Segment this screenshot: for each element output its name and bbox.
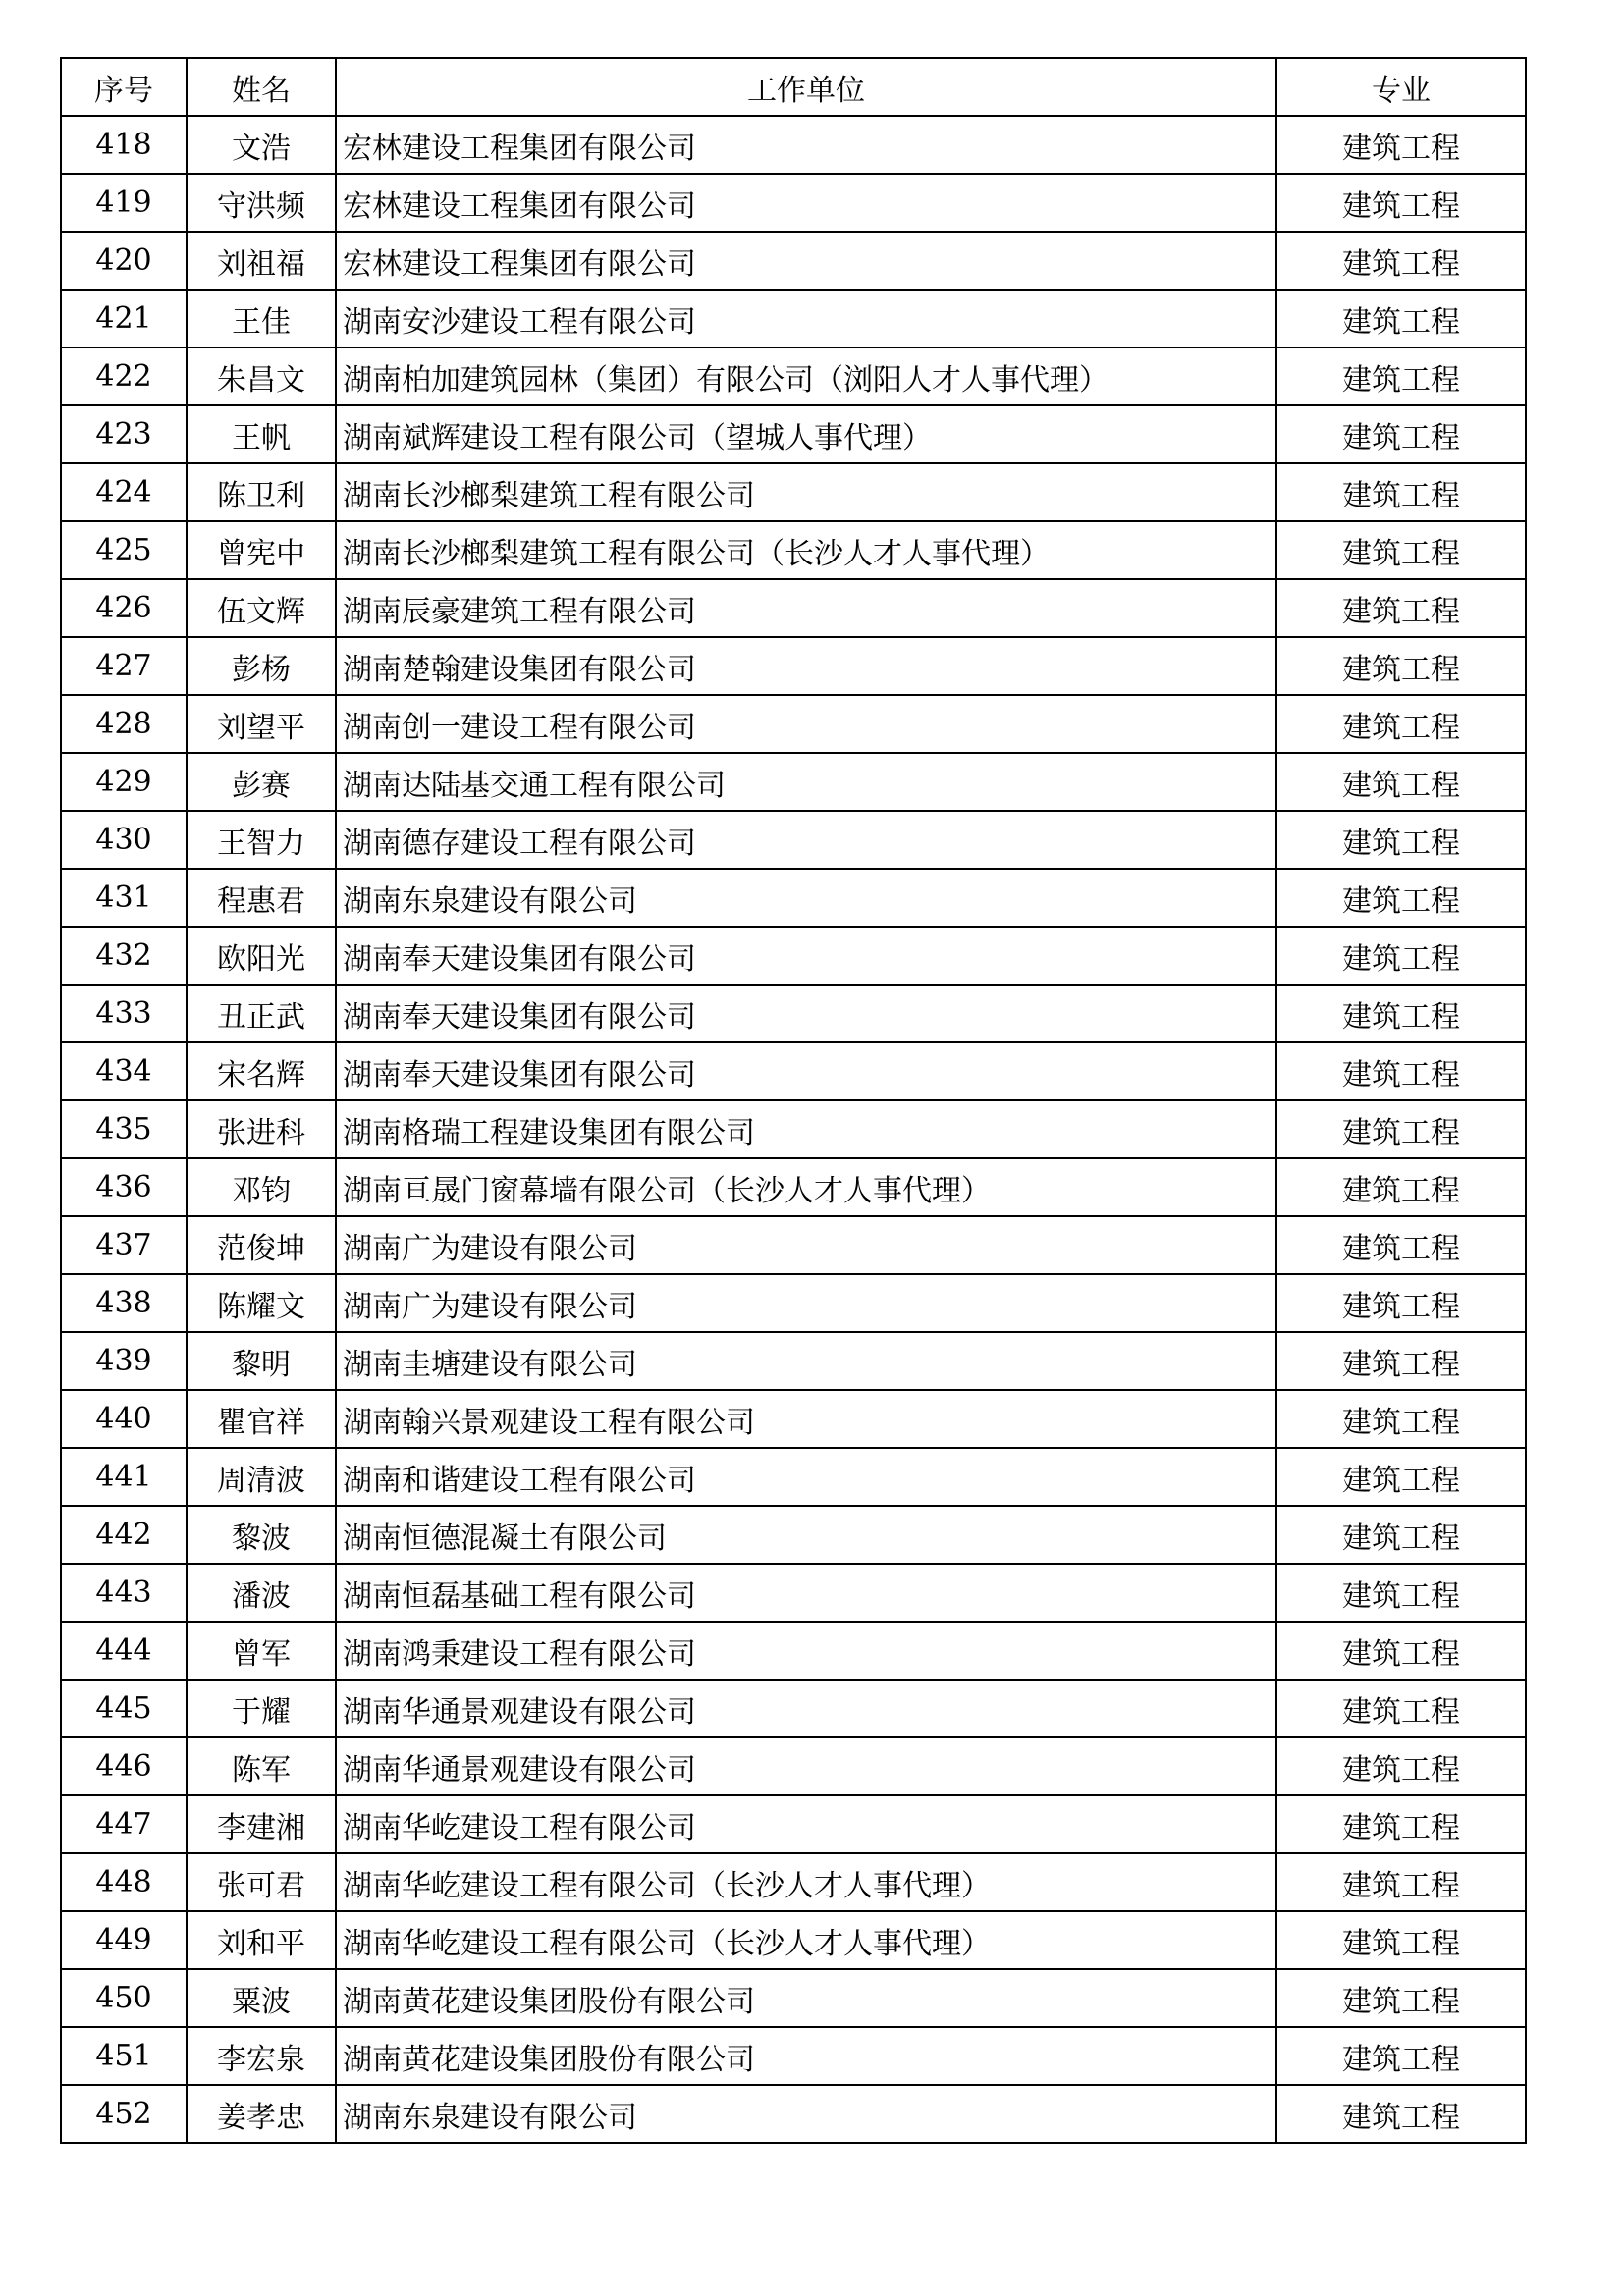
cell-major: 建筑工程 <box>1276 1216 1526 1274</box>
cell-major: 建筑工程 <box>1276 1969 1526 2027</box>
cell-major: 建筑工程 <box>1276 1506 1526 1564</box>
cell-serial-number: 434 <box>61 1042 187 1100</box>
cell-name: 欧阳光 <box>187 927 336 985</box>
table-row <box>61 1216 1526 1274</box>
cell-work-unit: 湖南达陆基交通工程有限公司 <box>336 753 1276 811</box>
cell-major: 建筑工程 <box>1276 637 1526 695</box>
cell-work-unit: 宏林建设工程集团有限公司 <box>336 174 1276 232</box>
table-row <box>61 1158 1526 1216</box>
cell-serial-number: 426 <box>61 579 187 637</box>
cell-serial-number: 430 <box>61 811 187 869</box>
table-body <box>61 116 1526 2143</box>
cell-serial-number: 441 <box>61 1448 187 1506</box>
cell-major: 建筑工程 <box>1276 985 1526 1042</box>
cell-major: 建筑工程 <box>1276 290 1526 347</box>
cell-work-unit: 湖南斌辉建设工程有限公司（望城人事代理） <box>336 405 1276 463</box>
table-row <box>61 1332 1526 1390</box>
cell-serial-number: 425 <box>61 521 187 579</box>
cell-serial-number: 438 <box>61 1274 187 1332</box>
cell-major: 建筑工程 <box>1276 174 1526 232</box>
cell-work-unit: 湖南创一建设工程有限公司 <box>336 695 1276 753</box>
cell-name: 张可君 <box>187 1853 336 1911</box>
cell-name: 陈耀文 <box>187 1274 336 1332</box>
roster-table <box>60 57 1527 2144</box>
cell-name: 丑正武 <box>187 985 336 1042</box>
cell-work-unit: 湖南柏加建筑园林（集团）有限公司（浏阳人才人事代理） <box>336 347 1276 405</box>
cell-name: 陈军 <box>187 1737 336 1795</box>
header-work-unit: 工作单位 <box>336 58 1276 116</box>
cell-work-unit: 湖南广为建设有限公司 <box>336 1274 1276 1332</box>
cell-name: 伍文辉 <box>187 579 336 637</box>
cell-name: 张进科 <box>187 1100 336 1158</box>
header-major: 专业 <box>1276 58 1526 116</box>
cell-major: 建筑工程 <box>1276 521 1526 579</box>
cell-serial-number: 446 <box>61 1737 187 1795</box>
cell-major: 建筑工程 <box>1276 1737 1526 1795</box>
table-row <box>61 2085 1526 2143</box>
table-row <box>61 1622 1526 1680</box>
cell-serial-number: 418 <box>61 116 187 174</box>
cell-serial-number: 433 <box>61 985 187 1042</box>
cell-name: 刘祖福 <box>187 232 336 290</box>
cell-work-unit: 湖南辰豪建筑工程有限公司 <box>336 579 1276 637</box>
cell-major: 建筑工程 <box>1276 1042 1526 1100</box>
cell-work-unit: 湖南翰兴景观建设工程有限公司 <box>336 1390 1276 1448</box>
cell-serial-number: 442 <box>61 1506 187 1564</box>
cell-name: 陈卫利 <box>187 463 336 521</box>
cell-serial-number: 436 <box>61 1158 187 1216</box>
table-row <box>61 347 1526 405</box>
cell-name: 曾军 <box>187 1622 336 1680</box>
table-row <box>61 463 1526 521</box>
table-row <box>61 1853 1526 1911</box>
cell-name: 彭赛 <box>187 753 336 811</box>
cell-work-unit: 湖南黄花建设集团股份有限公司 <box>336 1969 1276 2027</box>
cell-major: 建筑工程 <box>1276 1622 1526 1680</box>
cell-serial-number: 447 <box>61 1795 187 1853</box>
cell-serial-number: 443 <box>61 1564 187 1622</box>
cell-work-unit: 湖南长沙榔梨建筑工程有限公司 <box>336 463 1276 521</box>
cell-work-unit: 湖南华通景观建设有限公司 <box>336 1737 1276 1795</box>
cell-major: 建筑工程 <box>1276 927 1526 985</box>
table-row <box>61 521 1526 579</box>
cell-work-unit: 湖南华屹建设工程有限公司（长沙人才人事代理） <box>336 1853 1276 1911</box>
table-row <box>61 1969 1526 2027</box>
table-row <box>61 1911 1526 1969</box>
cell-major: 建筑工程 <box>1276 405 1526 463</box>
cell-serial-number: 419 <box>61 174 187 232</box>
cell-name: 程惠君 <box>187 869 336 927</box>
cell-major: 建筑工程 <box>1276 695 1526 753</box>
table-row <box>61 927 1526 985</box>
cell-major: 建筑工程 <box>1276 869 1526 927</box>
cell-work-unit: 湖南和谐建设工程有限公司 <box>336 1448 1276 1506</box>
cell-work-unit: 湖南黄花建设集团股份有限公司 <box>336 2027 1276 2085</box>
cell-name: 粟波 <box>187 1969 336 2027</box>
cell-major: 建筑工程 <box>1276 1680 1526 1737</box>
table-row <box>61 2027 1526 2085</box>
cell-work-unit: 湖南长沙榔梨建筑工程有限公司（长沙人才人事代理） <box>336 521 1276 579</box>
cell-serial-number: 451 <box>61 2027 187 2085</box>
header-name: 姓名 <box>187 58 336 116</box>
cell-name: 朱昌文 <box>187 347 336 405</box>
cell-work-unit: 湖南华屹建设工程有限公司（长沙人才人事代理） <box>336 1911 1276 1969</box>
header-row <box>61 58 1526 116</box>
cell-serial-number: 448 <box>61 1853 187 1911</box>
cell-major: 建筑工程 <box>1276 116 1526 174</box>
table-row <box>61 1737 1526 1795</box>
cell-name: 范俊坤 <box>187 1216 336 1274</box>
cell-serial-number: 439 <box>61 1332 187 1390</box>
cell-name: 文浩 <box>187 116 336 174</box>
cell-work-unit: 宏林建设工程集团有限公司 <box>336 116 1276 174</box>
cell-serial-number: 424 <box>61 463 187 521</box>
table-row <box>61 811 1526 869</box>
cell-major: 建筑工程 <box>1276 1274 1526 1332</box>
cell-major: 建筑工程 <box>1276 463 1526 521</box>
cell-work-unit: 湖南圭塘建设有限公司 <box>336 1332 1276 1390</box>
cell-work-unit: 湖南德存建设工程有限公司 <box>336 811 1276 869</box>
cell-major: 建筑工程 <box>1276 811 1526 869</box>
cell-serial-number: 452 <box>61 2085 187 2143</box>
cell-work-unit: 湖南亘晟门窗幕墙有限公司（长沙人才人事代理） <box>336 1158 1276 1216</box>
cell-major: 建筑工程 <box>1276 232 1526 290</box>
cell-work-unit: 湖南广为建设有限公司 <box>336 1216 1276 1274</box>
table-row <box>61 1680 1526 1737</box>
cell-serial-number: 445 <box>61 1680 187 1737</box>
cell-name: 李建湘 <box>187 1795 336 1853</box>
cell-major: 建筑工程 <box>1276 1795 1526 1853</box>
cell-name: 王佳 <box>187 290 336 347</box>
table-row <box>61 1448 1526 1506</box>
cell-major: 建筑工程 <box>1276 579 1526 637</box>
cell-work-unit: 湖南格瑞工程建设集团有限公司 <box>336 1100 1276 1158</box>
table-row <box>61 1564 1526 1622</box>
cell-work-unit: 湖南恒德混凝土有限公司 <box>336 1506 1276 1564</box>
cell-serial-number: 431 <box>61 869 187 927</box>
cell-work-unit: 湖南安沙建设工程有限公司 <box>336 290 1276 347</box>
cell-serial-number: 444 <box>61 1622 187 1680</box>
table-row <box>61 1042 1526 1100</box>
cell-serial-number: 450 <box>61 1969 187 2027</box>
cell-work-unit: 宏林建设工程集团有限公司 <box>336 232 1276 290</box>
cell-name: 瞿官祥 <box>187 1390 336 1448</box>
cell-serial-number: 428 <box>61 695 187 753</box>
cell-work-unit: 湖南奉天建设集团有限公司 <box>336 927 1276 985</box>
table-row <box>61 405 1526 463</box>
cell-work-unit: 湖南华通景观建设有限公司 <box>336 1680 1276 1737</box>
table-row <box>61 232 1526 290</box>
cell-name: 于耀 <box>187 1680 336 1737</box>
cell-serial-number: 427 <box>61 637 187 695</box>
cell-name: 彭杨 <box>187 637 336 695</box>
cell-name: 曾宪中 <box>187 521 336 579</box>
cell-serial-number: 435 <box>61 1100 187 1158</box>
table-row <box>61 1274 1526 1332</box>
cell-work-unit: 湖南东泉建设有限公司 <box>336 2085 1276 2143</box>
cell-name: 宋名辉 <box>187 1042 336 1100</box>
cell-serial-number: 421 <box>61 290 187 347</box>
cell-work-unit: 湖南楚翰建设集团有限公司 <box>336 637 1276 695</box>
cell-name: 刘望平 <box>187 695 336 753</box>
cell-serial-number: 449 <box>61 1911 187 1969</box>
cell-major: 建筑工程 <box>1276 347 1526 405</box>
table-row <box>61 1506 1526 1564</box>
cell-name: 守洪频 <box>187 174 336 232</box>
cell-name: 黎明 <box>187 1332 336 1390</box>
cell-major: 建筑工程 <box>1276 2027 1526 2085</box>
table-row <box>61 116 1526 174</box>
cell-work-unit: 湖南东泉建设有限公司 <box>336 869 1276 927</box>
cell-major: 建筑工程 <box>1276 2085 1526 2143</box>
cell-name: 周清波 <box>187 1448 336 1506</box>
cell-major: 建筑工程 <box>1276 1448 1526 1506</box>
cell-name: 王智力 <box>187 811 336 869</box>
table-row <box>61 579 1526 637</box>
table-row <box>61 174 1526 232</box>
table-row <box>61 637 1526 695</box>
table-row <box>61 1795 1526 1853</box>
header-serial-number: 序号 <box>61 58 187 116</box>
table-row <box>61 1390 1526 1448</box>
cell-major: 建筑工程 <box>1276 1853 1526 1911</box>
cell-serial-number: 440 <box>61 1390 187 1448</box>
table-row <box>61 869 1526 927</box>
table-row <box>61 290 1526 347</box>
cell-serial-number: 437 <box>61 1216 187 1274</box>
table-row <box>61 985 1526 1042</box>
cell-name: 刘和平 <box>187 1911 336 1969</box>
cell-work-unit: 湖南华屹建设工程有限公司 <box>336 1795 1276 1853</box>
cell-major: 建筑工程 <box>1276 753 1526 811</box>
table-row <box>61 1100 1526 1158</box>
cell-major: 建筑工程 <box>1276 1911 1526 1969</box>
cell-name: 李宏泉 <box>187 2027 336 2085</box>
cell-serial-number: 420 <box>61 232 187 290</box>
cell-major: 建筑工程 <box>1276 1158 1526 1216</box>
cell-name: 黎波 <box>187 1506 336 1564</box>
table-row <box>61 695 1526 753</box>
cell-serial-number: 429 <box>61 753 187 811</box>
cell-name: 邓钧 <box>187 1158 336 1216</box>
cell-name: 姜孝忠 <box>187 2085 336 2143</box>
cell-name: 王帆 <box>187 405 336 463</box>
cell-major: 建筑工程 <box>1276 1100 1526 1158</box>
cell-major: 建筑工程 <box>1276 1390 1526 1448</box>
cell-serial-number: 423 <box>61 405 187 463</box>
cell-work-unit: 湖南奉天建设集团有限公司 <box>336 1042 1276 1100</box>
cell-work-unit: 湖南鸿秉建设工程有限公司 <box>336 1622 1276 1680</box>
cell-major: 建筑工程 <box>1276 1332 1526 1390</box>
cell-name: 潘波 <box>187 1564 336 1622</box>
cell-major: 建筑工程 <box>1276 1564 1526 1622</box>
cell-work-unit: 湖南恒磊基础工程有限公司 <box>336 1564 1276 1622</box>
cell-serial-number: 422 <box>61 347 187 405</box>
table-row <box>61 753 1526 811</box>
cell-work-unit: 湖南奉天建设集团有限公司 <box>336 985 1276 1042</box>
cell-serial-number: 432 <box>61 927 187 985</box>
table-header <box>61 58 1526 116</box>
